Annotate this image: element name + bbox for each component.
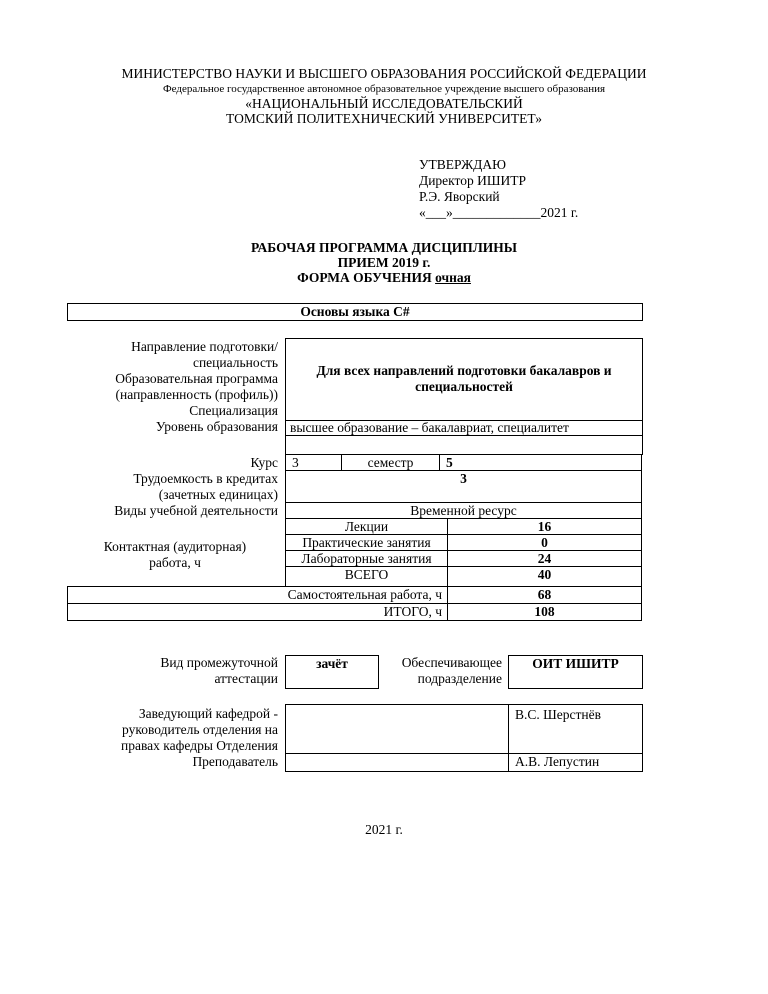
course-value: 3 xyxy=(292,455,299,470)
row-practice-value: 0 xyxy=(541,535,548,550)
label-program-2: (направленность (профиль)) xyxy=(115,387,278,402)
university-name-line2: ТОМСКИЙ ПОЛИТЕХНИЧЕСКИЙ УНИВЕРСИТЕТ» xyxy=(226,111,542,126)
head-label-2: руководитель отделения на xyxy=(122,722,278,737)
head-name: В.С. Шерстнёв xyxy=(515,707,601,722)
approval-block xyxy=(419,157,578,221)
row-total-value: 40 xyxy=(537,567,552,582)
document-title xyxy=(0,240,768,285)
ministry-title: МИНИСТЕРСТВО НАУКИ И ВЫСШЕГО ОБРАЗОВАНИЯ РОССИЙСКОЙ ФЕДЕРАЦИИ xyxy=(121,66,647,81)
grand-total-label: ИТОГО, ч xyxy=(383,604,442,619)
self-work-label: Самостоятельная работа, ч xyxy=(287,587,442,602)
approval-name: Р.Э. Яворский xyxy=(419,189,500,204)
study-form-value: очная xyxy=(435,270,471,285)
study-form-label: ФОРМА ОБУЧЕНИЯ xyxy=(297,270,436,285)
row-lectures-value: 16 xyxy=(537,519,552,534)
row-practice-name: Практические занятия xyxy=(302,535,431,550)
label-specialization: Специализация xyxy=(189,403,278,418)
level-value: высшее образование – бакалавриат, специалитет xyxy=(290,420,569,435)
row-labs-value: 24 xyxy=(537,551,552,566)
provider-value: ОИТ ИШИТР xyxy=(532,656,619,671)
label-level: Уровень образования xyxy=(155,419,278,434)
contact-work-label xyxy=(70,539,280,571)
label-program-1: Образовательная программа xyxy=(115,371,278,386)
row-lectures-name: Лекции xyxy=(344,519,389,534)
attestation-labels xyxy=(60,655,278,687)
discipline-name: Основы языка C# xyxy=(67,303,643,321)
workload-labels xyxy=(60,455,278,519)
head-label-1: Заведующий кафедрой - xyxy=(138,706,278,721)
university-name-line1: «НАЦИОНАЛЬНЫЙ ИССЛЕДОВАТЕЛЬСКИЙ xyxy=(245,96,523,111)
label-direction-2: специальность xyxy=(192,355,278,370)
contact-label-1: Контактная (аудиторная) xyxy=(103,539,247,554)
row-labs-name: Лабораторные занятия xyxy=(301,551,432,566)
title-line2: ПРИЕМ 2019 г. xyxy=(337,255,431,270)
approval-date-line: «___»_____________2021 г. xyxy=(419,205,579,220)
attestation-label-1: Вид промежуточной xyxy=(160,655,278,670)
teacher-name: А.В. Лепустин xyxy=(515,754,600,769)
time-resource-header: Временной ресурс xyxy=(410,503,517,518)
grand-total-value: 108 xyxy=(534,604,555,619)
teacher-label: Преподаватель xyxy=(192,754,278,769)
label-activity: Виды учебной деятельности xyxy=(114,503,278,518)
attestation-label-2: аттестации xyxy=(214,671,278,686)
label-credits-1: Трудоемкость в кредитах xyxy=(133,471,278,486)
semester-label: семестр xyxy=(367,455,414,470)
head-label xyxy=(60,706,278,770)
head-label-3: правах кафедры Отделения xyxy=(121,738,278,753)
self-work-value: 68 xyxy=(537,587,552,602)
attestation-value: зачёт xyxy=(316,656,348,671)
provider-label xyxy=(380,655,502,687)
program-labels xyxy=(60,339,278,435)
provider-label-1: Обеспечивающее xyxy=(401,655,502,670)
row-total-name: ВСЕГО xyxy=(344,567,389,582)
approval-position: Директор ИШИТР xyxy=(419,173,527,188)
program-value: Для всех направлений подготовки бакалавров и специальностей xyxy=(316,363,612,394)
provider-label-2: подразделение xyxy=(417,671,502,686)
contact-label-2: работа, ч xyxy=(149,555,201,570)
semester-value: 5 xyxy=(446,455,453,470)
title-line3 xyxy=(0,270,768,285)
approval-approve: УТВЕРЖДАЮ xyxy=(419,157,507,172)
institution-type: Федеральное государственное автономное образовательное учреждение высшего образования xyxy=(162,83,606,95)
label-credits-2: (зачетных единицах) xyxy=(158,487,278,502)
label-course: Курс xyxy=(250,455,278,470)
footer-year: 2021 г. xyxy=(365,822,403,837)
label-direction-1: Направление подготовки/ xyxy=(131,339,278,354)
credits-value: 3 xyxy=(460,471,467,486)
empty-row xyxy=(285,436,643,455)
title-line1: РАБОЧАЯ ПРОГРАММА ДИСЦИПЛИНЫ xyxy=(250,240,518,255)
